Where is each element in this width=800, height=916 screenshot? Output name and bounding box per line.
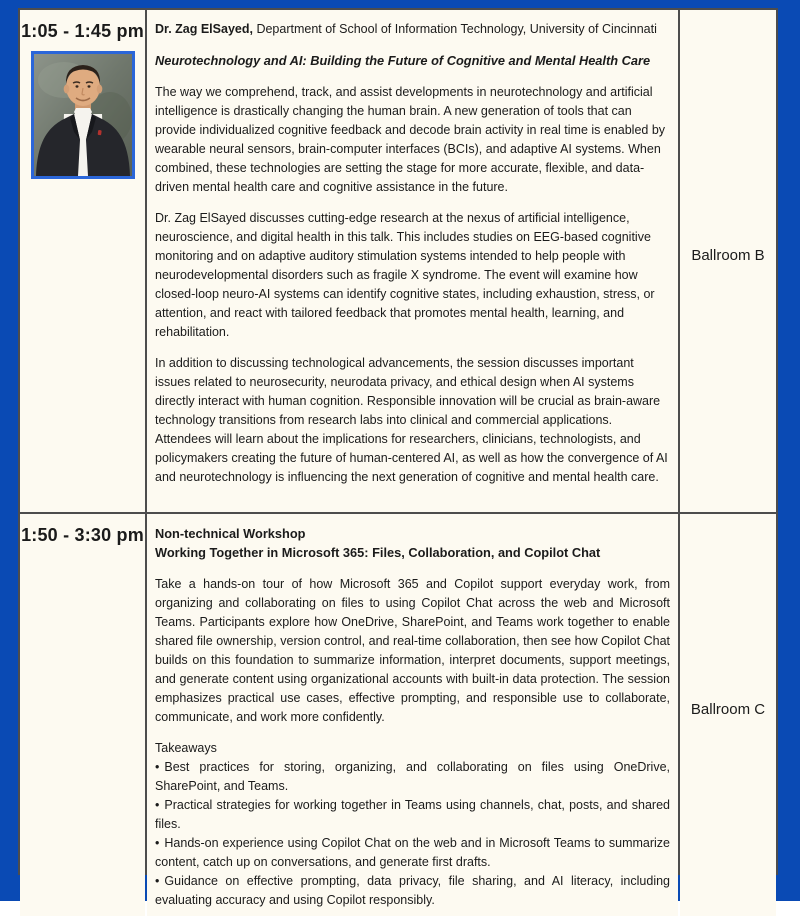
takeaway-item [155, 834, 670, 872]
speaker-line [155, 20, 670, 39]
workshop-description: Take a hands-on tour of how Microsoft 365 and Copilot support everyday work, from organizing and collaborating on files to using Copilot Chat across the web and Microsoft Teams. Participants explore how OneDrive, SharePoint, and Teams work together to enable shared file ownership, version control, and real-time collaboration, then see how Copilot Chat builds on this foundation to summarize information, interpret documents, support meetings, and generate content using organizational accounts with built-in data protection. The session emphasizes practical use cases, effective prompting, and responsible use to collaborate, communicate, and work more confidently. [155, 577, 670, 724]
speaker-name: Dr. Zag ElSayed, [155, 22, 253, 36]
session2-time: 1:50 - 3:30 pm [21, 525, 144, 545]
session2-room: Ballroom C [690, 700, 766, 718]
workshop-kind: Non-technical Workshop [155, 526, 306, 541]
talk-paragraph: In addition to discussing technological advancements, the session discusses important issues related to neurosecurity, neurodata privacy, and ethical design when AI systems directly interact with human cognition. Responsible innovation will be crucial as brain-aware technology transitions from research labs into clinical and commercial applications. Attendees will learn about the implications for researchers, clinicians, technologists, and policymakers creating the future of human-centered AI, as well as how the convergence of AI and neurotechnology is influencing the next generation of cognitive and mental health care. [155, 356, 668, 484]
session1-time-cell [20, 10, 145, 512]
takeaway-text: Hands-on experience using Copilot Chat on the web and in Microsoft Teams to summarize content, catch up on conversations, and generate first drafts. [155, 836, 670, 869]
bullet-icon: • [155, 760, 160, 774]
session2-description-cell [147, 514, 678, 916]
takeaways-label: Takeaways [155, 741, 217, 755]
speaker-photo [31, 51, 135, 179]
bullet-icon: • [155, 836, 160, 850]
takeaway-text: Practical strategies for working together in Teams using channels, chat, posts, and shared files. [155, 798, 670, 831]
bullet-icon: • [155, 798, 160, 812]
bullet-icon: • [155, 874, 160, 888]
speaker-headshot-illustration [34, 54, 132, 176]
session2-room-cell [680, 514, 776, 916]
workshop-heading [155, 524, 670, 562]
takeaway-item [155, 796, 670, 834]
talk-title: Neurotechnology and AI: Building the Future of Cognitive and Mental Health Care [155, 53, 651, 68]
session1-room-cell [680, 10, 776, 512]
takeaway-item [155, 758, 670, 796]
session1-description-cell [147, 10, 678, 512]
session2-time-cell [20, 514, 145, 916]
schedule-table [18, 8, 778, 907]
takeaway-text: Best practices for storing, organizing, and collaborating on files using OneDrive, SharePoint, and Teams. [155, 760, 670, 793]
talk-paragraph: Dr. Zag ElSayed discusses cutting-edge research at the nexus of artificial intelligence, neuroscience, and digital health in this talk. This includes studies on EEG-based cognitive monitoring and on adaptive auditory stimulation systems intended to help people with neurodevelopmental disorders such as fragile X syndrome. The event will examine how closed-loop neuro-AI systems can identify cognitive states, including exhaustion, stress, or attention, and react with tailored feedback that promotes mental health, learning, and rehabilitation. [155, 211, 655, 339]
takeaway-text: Guidance on effective prompting, data privacy, file sharing, and AI literacy, including evaluating accuracy and using Copilot responsibly. [155, 874, 670, 907]
takeaway-item [155, 872, 670, 910]
speaker-affiliation: Department of School of Information Technology, University of Cincinnati [256, 22, 657, 36]
workshop-title: Working Together in Microsoft 365: Files, Collaboration, and Copilot Chat [155, 545, 601, 560]
talk-paragraph: The way we comprehend, track, and assist developments in neurotechnology and artificial intelligence is drastically changing the human brain. A new generation of tools that can provide individualized cognitive feedback and decode brain activity in real time is enabled by wearable neural sensors, brain-computer interfaces (BCIs), and adaptive AI systems. When combined, these technologies are setting the stage for more accurate, flexible, and data-driven mental health care and cognitive assistance in the future. [155, 85, 666, 194]
session1-time: 1:05 - 1:45 pm [21, 21, 144, 41]
session1-room: Ballroom B [691, 246, 765, 264]
